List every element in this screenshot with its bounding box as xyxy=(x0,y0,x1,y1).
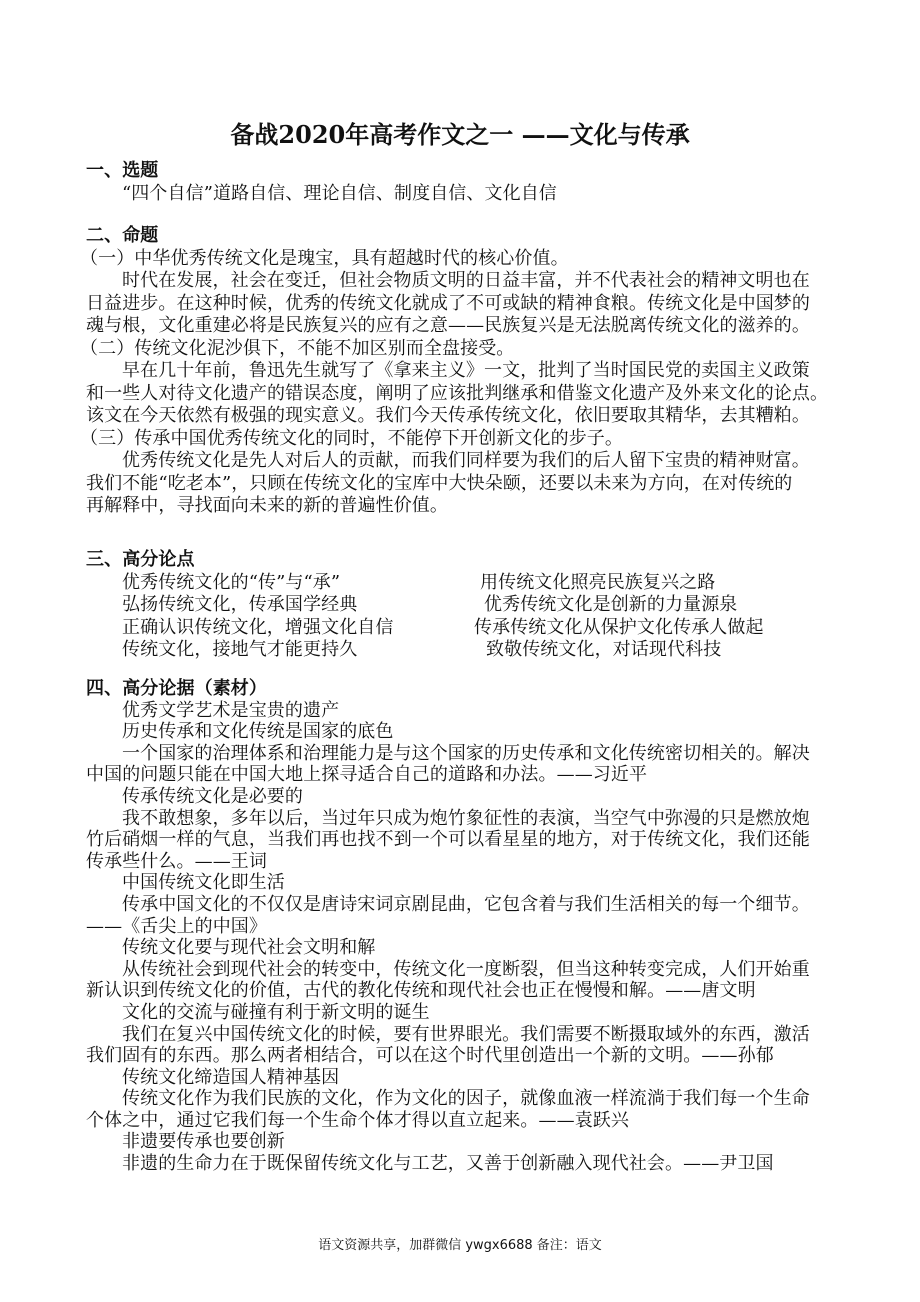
text-line: 非遗的生命力在于既保留传统文化与工艺，又善于创新融入现代社会。——尹卫国 xyxy=(122,1153,774,1175)
argument-points xyxy=(86,572,846,662)
paragraph xyxy=(86,786,846,808)
text-line: （一）中华优秀传统文化是瑰宝，具有超越时代的核心价值。 xyxy=(80,247,569,269)
argument-point: 优秀传统文化是创新的力量源泉 xyxy=(484,594,738,615)
text-line: 时代在发展，社会在变迁，但社会物质文明的日益丰富，并不代表社会的精神文明也在 xyxy=(122,270,810,291)
text-line: 个体之中，通过它我们每一个生命个体才得以直立起来。——袁跃兴 xyxy=(86,1109,629,1131)
paragraph xyxy=(86,1002,846,1024)
text-line: 魂与根，文化重建必将是民族复兴的应有之意——民族复兴是无法脱离传统文化的滋养的。 xyxy=(86,315,810,336)
subheading xyxy=(80,427,846,451)
argument-point: 致敬传统文化，对话现代科技 xyxy=(486,639,722,660)
text-line: 历史传承和文化传统是国家的底色 xyxy=(122,721,394,743)
text-line: ——《舌尖上的中国》 xyxy=(86,915,267,937)
paragraph xyxy=(86,183,846,206)
paragraph xyxy=(86,872,846,894)
text-line: 传统文化要与现代社会文明和解 xyxy=(122,937,376,959)
subheading xyxy=(80,337,846,361)
text-line: 我不敢想象，多年以后，当过年只成为炮竹象征性的表演，当空气中弥漫的只是燃放炮 xyxy=(122,807,810,829)
text-line: 传统文化缔造国人精神基因 xyxy=(122,1066,340,1088)
text-line: 文化的交流与碰撞有利于新文明的诞生 xyxy=(122,1001,430,1023)
argument-point: 正确认识传统文化，增强文化自信 xyxy=(122,616,394,638)
text-line: 优秀文学艺术是宝贵的遗产 xyxy=(122,699,340,721)
text-line: 优秀传统文化是先人对后人的贡献，而我们同样要为我们的后人留下宝贵的精神财富。 xyxy=(122,450,810,471)
section-heading: 四、高分论据（素材） xyxy=(86,678,267,699)
text-line: 再解释中，寻找面向未来的新的普遍性价值。 xyxy=(86,495,448,516)
section-heading: 二、命题 xyxy=(86,225,159,246)
argument-point: 传承传统文化从保护文化传承人做起 xyxy=(474,616,764,638)
document-title: 备战2020年高考作文之一 ——文化与传承 xyxy=(230,120,690,149)
paragraph xyxy=(86,808,846,873)
text-line: 新认识到传统文化的价值，古代的教化传统和现代社会也正在慢慢和解。——唐文明 xyxy=(86,980,756,1002)
text-line: 该文在今天依然有极强的现实意义。我们今天传承传统文化，依旧要取其精华，去其糟粕。 xyxy=(86,405,810,426)
text-line: 从传统社会到现代社会的转变中，传统文化一度断裂，但当这种转变完成，人们开始重 xyxy=(122,958,810,980)
section-4 xyxy=(86,678,846,1175)
paragraph xyxy=(86,937,846,959)
paragraph xyxy=(86,360,846,428)
section-3 xyxy=(86,549,846,662)
paragraph xyxy=(86,743,846,786)
paragraph xyxy=(86,721,846,743)
text-line: 中国的问题只能在中国大地上探寻适合自己的道路和办法。——习近平 xyxy=(86,764,648,786)
paragraph xyxy=(86,270,846,338)
footer-note: 语文资源共享，加群微信 ywgx6688 备注：语文 xyxy=(318,1238,602,1253)
argument-point: 优秀传统文化的“传”与“承” xyxy=(122,571,341,593)
text-line: 我们固有的东西。那么两者相结合，可以在这个时代里创造出一个新的文明。——孙郁 xyxy=(86,1045,774,1067)
argument-point: 弘扬传统文化，传承国学经典 xyxy=(122,594,358,615)
text-line: （三）传承中国优秀传统文化的同时，不能停下开创新文化的步子。 xyxy=(80,427,623,449)
text-line: 我们不能“吃老本”，只顾在传统文化的宝库中大快朵颐，还要以未来为方向，在对传统的 xyxy=(86,472,793,494)
text-line: 竹后硝烟一样的气息，当我们再也找不到一个可以看星星的地方，对于传统文化，我们还能 xyxy=(86,829,810,851)
argument-point: 传统文化，接地气才能更持久 xyxy=(122,639,358,660)
section-1 xyxy=(86,160,846,205)
section-2 xyxy=(80,225,846,518)
text-line: （二）传统文化泥沙俱下，不能不加区别而全盘接受。 xyxy=(80,337,515,359)
section-heading: 一、选题 xyxy=(86,160,159,181)
section-heading: 三、高分论点 xyxy=(86,549,195,570)
paragraph xyxy=(86,450,846,518)
text-line: 传承中国文化的不仅仅是唐诗宋词京剧昆曲，它包含着与我们生活相关的每一个细节。 xyxy=(122,893,810,915)
paragraph xyxy=(86,1131,846,1153)
text-line: 中国传统文化即生活 xyxy=(122,872,285,894)
paragraph xyxy=(86,1153,846,1175)
paragraph xyxy=(86,1088,846,1131)
subheading xyxy=(80,247,846,271)
paragraph xyxy=(86,1024,846,1067)
text-line: 传承些什么。——王词 xyxy=(86,850,267,872)
text-line: 传统文化作为我们民族的文化，作为文化的因子，就像血液一样流淌于我们每一个生命 xyxy=(122,1088,810,1110)
argument-point: 用传统文化照亮民族复兴之路 xyxy=(480,571,716,593)
text-line: 日益进步。在这种时候，优秀的传统文化就成了不可或缺的精神食粮。传统文化是中国梦的 xyxy=(86,292,810,314)
text-line: 一个国家的治理体系和治理能力是与这个国家的历史传承和文化传统密切相关的。解决 xyxy=(122,742,810,764)
paragraph xyxy=(86,959,846,1002)
text-line: 我们在复兴中国传统文化的时候，要有世界眼光。我们需要不断摄取域外的东西，激活 xyxy=(122,1023,810,1045)
paragraph xyxy=(86,700,846,722)
paragraph xyxy=(86,894,846,937)
text-line: 早在几十年前，鲁迅先生就写了《拿来主义》一文，批判了当时国民党的卖国主义政策 xyxy=(122,360,810,381)
paragraph xyxy=(86,1067,846,1089)
text-line: “四个自信”道路自信、理论自信、制度自信、文化自信 xyxy=(122,182,557,204)
text-line: 传承传统文化是必要的 xyxy=(122,785,303,807)
text-line: 和一些人对待文化遗产的错误态度，阐明了应该批判继承和借鉴文化遗产及外来文化的论点。 xyxy=(86,382,829,404)
text-line: 非遗要传承也要创新 xyxy=(122,1131,285,1153)
